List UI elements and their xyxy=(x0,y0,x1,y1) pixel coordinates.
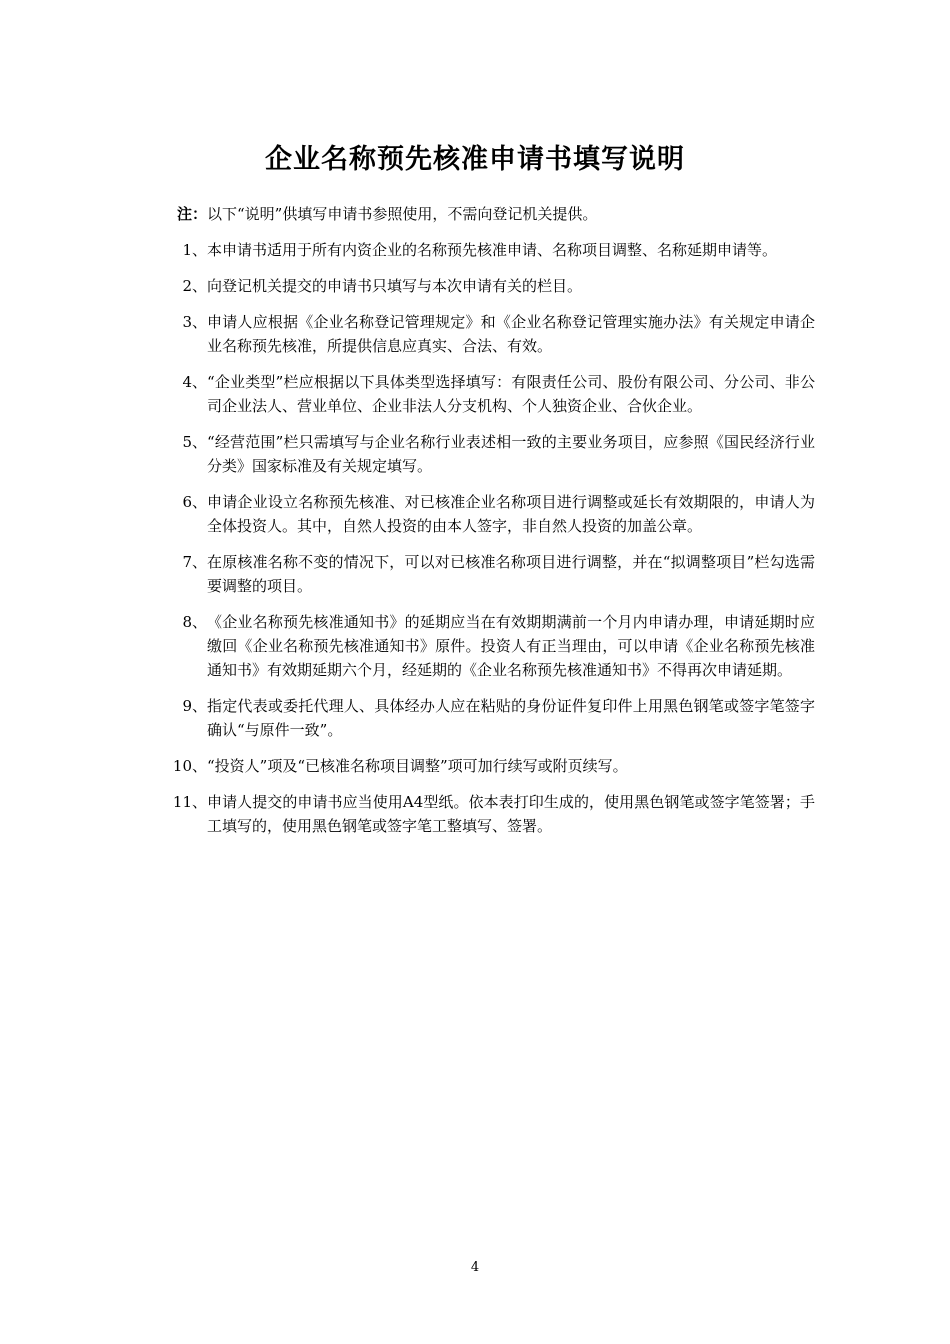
item-text: 向登记机关提交的申请书只填写与本次申请有关的栏目。 xyxy=(207,277,583,295)
note-label: 注： xyxy=(177,205,208,223)
list-item xyxy=(165,790,815,838)
item-number: 4、 xyxy=(182,373,207,391)
page-title: 企业名称预先核准申请书填写说明 xyxy=(265,144,685,175)
item-text: 在原核准名称不变的情况下，可以对已核准名称项目进行调整，并在“拟调整项目”栏勾选需要调整的项目。 xyxy=(207,553,815,595)
item-number: 9、 xyxy=(182,697,207,715)
item-text: 申请人提交的申请书应当使用A4型纸。依本表打印生成的，使用黑色钢笔或签字笔签署；手工填写的，使用黑色钢笔或签字笔工整填写、签署。 xyxy=(207,793,815,835)
list-item xyxy=(165,238,815,262)
item-text: “投资人”项及“已核准名称项目调整”项可加行续写或附页续写。 xyxy=(207,757,628,775)
list-item xyxy=(165,274,815,298)
item-text: 申请企业设立名称预先核准、对已核准企业名称项目进行调整或延长有效期限的，申请人为全体投资人。其中，自然人投资的由本人签字，非自然人投资的加盖公章。 xyxy=(207,493,815,535)
note-text: 以下“说明”供填写申请书参照使用，不需向登记机关提供。 xyxy=(207,205,598,223)
item-text: 申请人应根据《企业名称登记管理规定》和《企业名称登记管理实施办法》有关规定申请企业名称预先核准，所提供信息应真实、合法、有效。 xyxy=(207,313,815,355)
list-item xyxy=(165,550,815,598)
instruction-list xyxy=(165,238,815,850)
item-number: 5、 xyxy=(182,433,207,451)
item-text: 《企业名称预先核准通知书》的延期应当在有效期期满前一个月内申请办理，申请延期时应缴回《企业名称预先核准通知书》原件。投资人有正当理由，可以申请《企业名称预先核准通知书》有效期延期六个月，经延期的《企业名称预先核准通知书》不得再次申请延期。 xyxy=(207,613,815,679)
list-item xyxy=(165,430,815,478)
list-item xyxy=(165,490,815,538)
item-number: 11、 xyxy=(172,793,207,811)
list-item xyxy=(165,694,815,742)
item-text: “经营范围”栏只需填写与企业名称行业表述相一致的主要业务项目，应参照《国民经济行业分类》国家标准及有关规定填写。 xyxy=(207,433,815,475)
list-item xyxy=(165,610,815,682)
item-number: 8、 xyxy=(182,613,207,631)
item-number: 7、 xyxy=(182,553,207,571)
item-text: “企业类型”栏应根据以下具体类型选择填写：有限责任公司、股份有限公司、分公司、非公司企业法人、营业单位、企业非法人分支机构、个人独资企业、合伙企业。 xyxy=(207,373,815,415)
note-paragraph xyxy=(177,202,817,226)
item-number: 10、 xyxy=(172,757,207,775)
item-number: 1、 xyxy=(182,241,207,259)
list-item xyxy=(165,310,815,358)
list-item xyxy=(165,370,815,418)
item-text: 本申请书适用于所有内资企业的名称预先核准申请、名称项目调整、名称延期申请等。 xyxy=(207,241,778,259)
page-number: 4 xyxy=(470,1260,480,1275)
item-number: 6、 xyxy=(182,493,207,511)
item-number: 2、 xyxy=(182,277,207,295)
list-item xyxy=(165,754,815,778)
item-number: 3、 xyxy=(182,313,207,331)
item-text: 指定代表或委托代理人、具体经办人应在粘贴的身份证件复印件上用黑色钢笔或签字笔签字确认“与原件一致”。 xyxy=(207,697,815,739)
